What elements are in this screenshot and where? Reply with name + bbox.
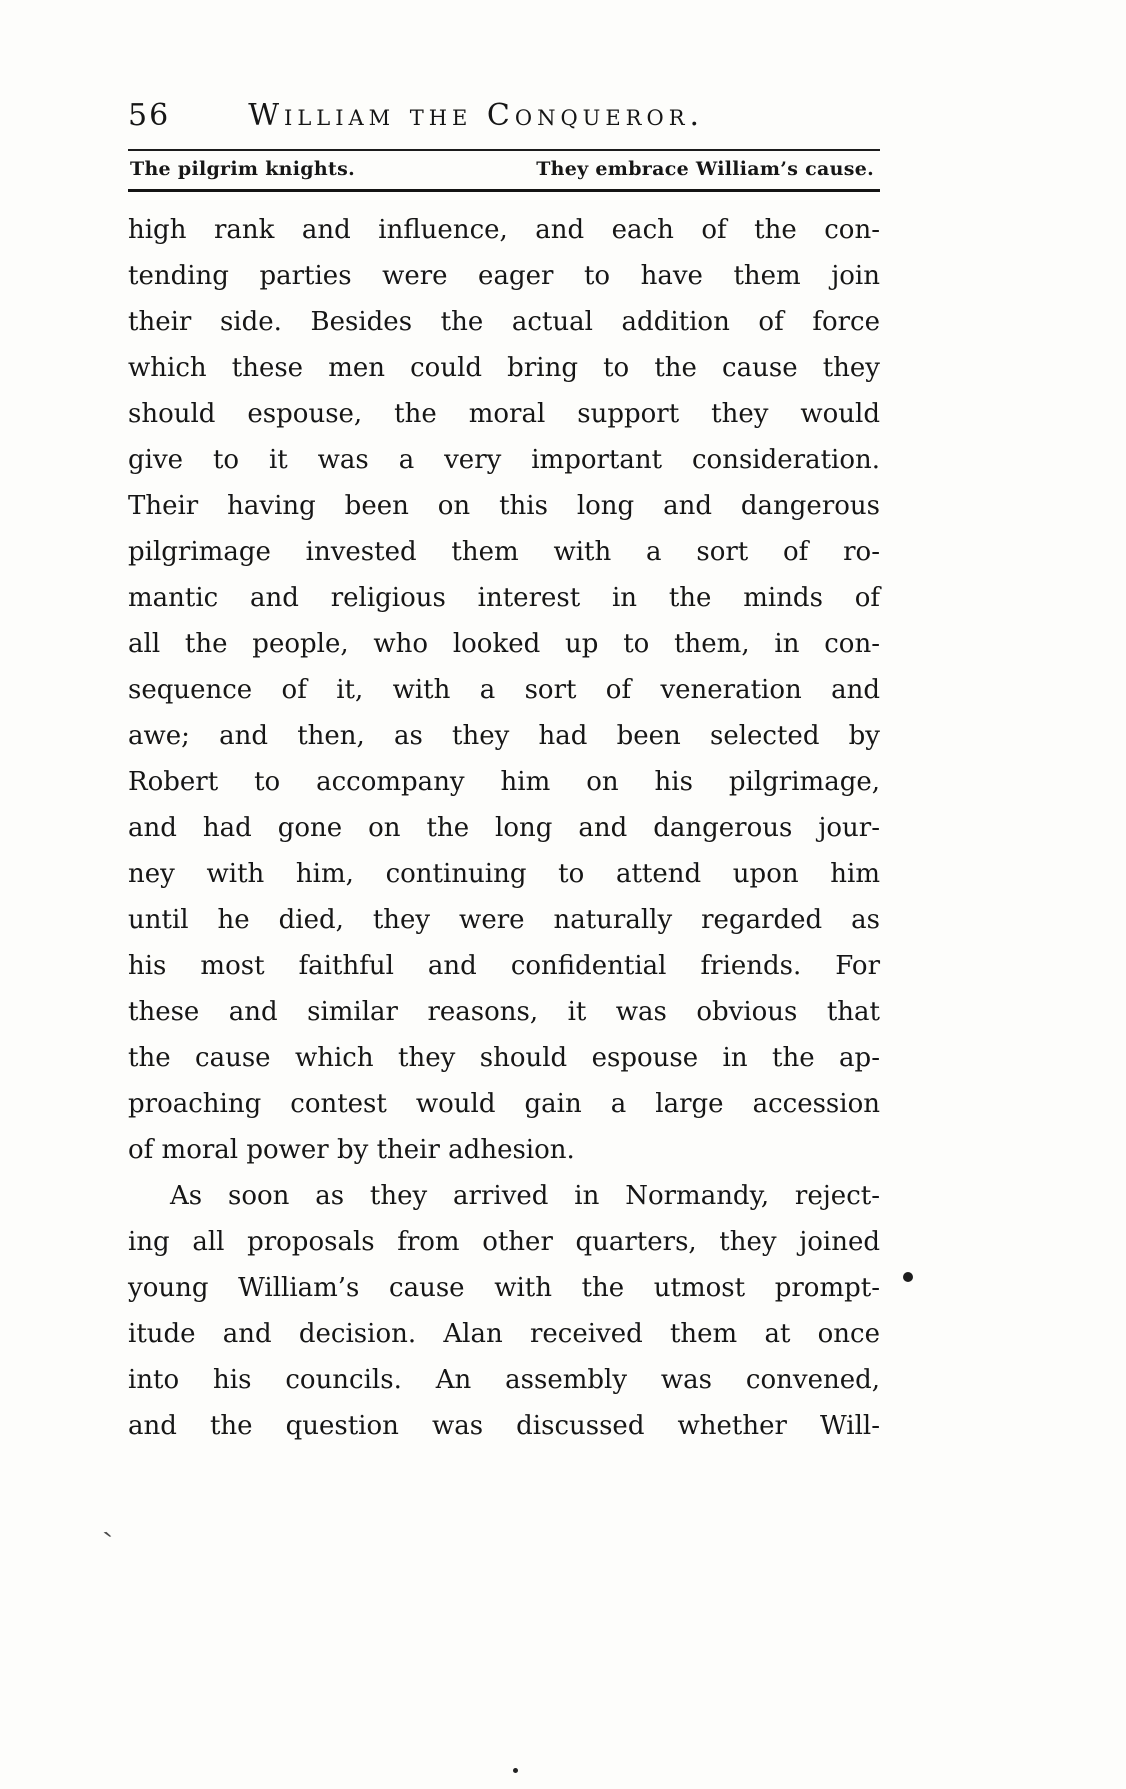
text-line: their side. Besides the actual addition of force [128,307,880,337]
paragraph [128,207,880,1173]
text-line: sequence of it, with a sort of veneration and [128,675,880,705]
text-line: these and similar reasons, it was obvious that [128,997,880,1027]
running-head-right: They embrace William’s cause. [536,158,874,180]
text-line: into his councils. An assembly was convened, [128,1365,880,1395]
text-line: his most faithful and confidential friends. For [128,951,880,981]
stray-mark-artifact: ` [100,1526,123,1565]
text-line: of moral power by their adhesion. [128,1135,575,1165]
text-line: the cause which they should espouse in the ap- [128,1043,880,1073]
ink-dot-artifact [903,1272,913,1282]
text-line: should espouse, the moral support they would [128,399,880,429]
running-heads [128,151,880,189]
text-line: young William’s cause with the utmost prompt- [128,1273,880,1303]
text-line: Robert to accompany him on his pilgrimage, [128,767,880,797]
stray-period-artifact [513,1768,518,1773]
text-line: pilgrimage invested them with a sort of ro- [128,537,880,567]
text-line: awe; and then, as they had been selected by [128,721,880,751]
paragraph [128,1173,880,1449]
text-line: give to it was a very important consideration. [128,445,880,475]
text-line: itude and decision. Alan received them at once [128,1319,880,1349]
page-number: 56 [128,98,171,133]
text-line: proaching contest would gain a large accession [128,1089,880,1119]
page-header [128,98,880,133]
text-line: ing all proposals from other quarters, they joined [128,1227,880,1257]
running-head-left: The pilgrim knights. [130,158,355,180]
running-head-rules [128,149,880,192]
book-title: William the Conqueror. [248,98,705,133]
body-text [128,207,880,1449]
text-line: mantic and religious interest in the minds of [128,583,880,613]
text-line: tending parties were eager to have them join [128,261,880,291]
text-line: Their having been on this long and dangerous [128,491,880,521]
text-line: As soon as they arrived in Normandy, reject- [170,1181,880,1211]
text-line: and the question was discussed whether Will- [128,1411,880,1441]
text-line: and had gone on the long and dangerous jour- [128,813,880,843]
text-line: all the people, who looked up to them, in con- [128,629,880,659]
text-line: ney with him, continuing to attend upon him [128,859,880,889]
text-line: until he died, they were naturally regarded as [128,905,880,935]
page-content [128,98,880,1449]
text-line: high rank and influence, and each of the con- [128,215,880,245]
text-line: which these men could bring to the cause they [128,353,880,383]
